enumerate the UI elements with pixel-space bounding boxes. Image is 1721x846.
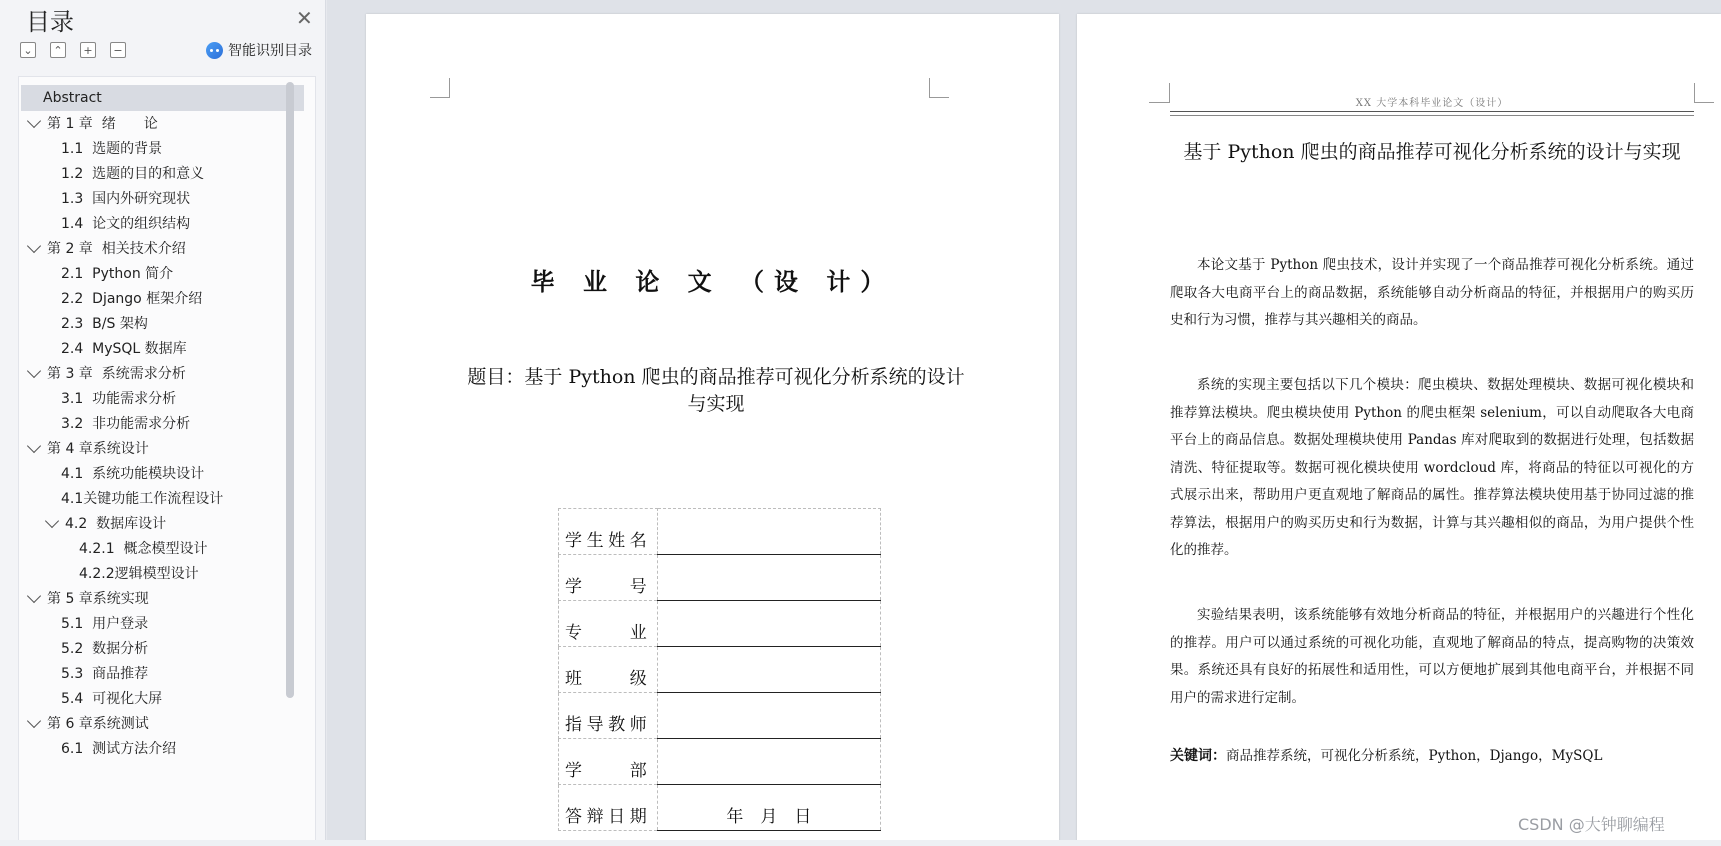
info-value[interactable] xyxy=(657,509,880,555)
toc-list xyxy=(18,76,316,846)
toc-item-label: 4.2 数据库设计 xyxy=(65,516,167,532)
toc-item-label: 第 2 章 相关技术介绍 xyxy=(47,241,186,257)
info-value[interactable]: 年 月 日 xyxy=(657,785,880,831)
toc-item-label: 第 4 章系统设计 xyxy=(47,441,149,457)
watermark: CSDN @大钟聊编程 xyxy=(1518,815,1665,834)
abstract-title: 基于 Python 爬虫的商品推荐可视化分析系统的设计与实现 xyxy=(1183,141,1681,163)
toc-item-label: 第 3 章 系统需求分析 xyxy=(47,366,186,382)
ai-toc-label: 智能识别目录 xyxy=(228,43,312,59)
info-label: 学部 xyxy=(559,739,658,785)
info-label: 专业 xyxy=(559,601,658,647)
toc-item[interactable] xyxy=(21,610,304,636)
plus-icon[interactable]: + xyxy=(80,42,96,58)
toc-item[interactable] xyxy=(21,385,304,411)
info-label: 学号 xyxy=(559,555,658,601)
toc-item[interactable] xyxy=(21,285,304,311)
toc-item[interactable] xyxy=(21,235,304,261)
toc-item-label: 1.2 选题的目的和意义 xyxy=(61,166,205,182)
chevron-down-icon[interactable] xyxy=(27,438,41,452)
toc-item-label: 2.2 Django 框架介绍 xyxy=(61,291,203,307)
info-row xyxy=(559,693,881,739)
collapse-up-icon[interactable]: ⌃ xyxy=(50,42,66,58)
info-row xyxy=(559,555,881,601)
toc-item[interactable] xyxy=(21,360,304,386)
toc-item-label: 5.3 商品推荐 xyxy=(61,666,149,682)
toc-item[interactable] xyxy=(21,585,304,611)
info-row xyxy=(559,601,881,647)
toc-item-label: 第 6 章系统测试 xyxy=(47,716,149,732)
toc-item-label: Abstract xyxy=(43,90,102,106)
crop-mark xyxy=(929,78,949,98)
abstract-paragraph-3: 实验结果表明，该系统能够有效地分析商品的特征，并根据用户的兴趣进行个性化的推荐。用户可以通过系统的可视化功能，直观地了解商品的特点，提高购物的决策效果。系统还具有良好的拓展性和适用性，可以方便地扩展到其他电商平台，并根据不同用户的需求进行定制。 xyxy=(1170,607,1694,706)
toc-scrollbar[interactable] xyxy=(286,82,294,698)
info-value[interactable] xyxy=(657,647,880,693)
toc-item[interactable] xyxy=(21,85,304,111)
toc-item-label: 5.2 数据分析 xyxy=(61,641,149,657)
chevron-down-icon[interactable] xyxy=(27,113,41,127)
crop-mark xyxy=(1149,83,1170,103)
toc-item[interactable] xyxy=(21,485,304,511)
document-area xyxy=(327,0,1721,846)
toc-item-label: 1.1 选题的背景 xyxy=(61,141,163,157)
toc-item-label: 3.1 功能需求分析 xyxy=(61,391,177,407)
toc-item[interactable] xyxy=(21,110,304,136)
info-row xyxy=(559,509,881,555)
toc-item-label: 3.2 非功能需求分析 xyxy=(61,416,191,432)
toc-item-label: 1.4 论文的组织结构 xyxy=(61,216,191,232)
chevron-down-icon[interactable] xyxy=(45,513,59,527)
info-value[interactable] xyxy=(657,555,880,601)
toc-item-label: 4.2.1 概念模型设计 xyxy=(79,541,208,557)
toc-item-label: 2.1 Python 简介 xyxy=(61,266,174,282)
toc-item-label: 5.1 用户登录 xyxy=(61,616,149,632)
toc-item[interactable] xyxy=(21,185,304,211)
toc-item-label: 4.1关键功能工作流程设计 xyxy=(61,491,224,507)
chevron-down-icon[interactable] xyxy=(27,713,41,727)
toc-item[interactable] xyxy=(21,160,304,186)
toc-item[interactable] xyxy=(21,310,304,336)
keywords-value: 商品推荐系统，可视化分析系统，Python，Django，MySQL xyxy=(1226,748,1603,764)
toc-item-label: 4.1 系统功能模块设计 xyxy=(61,466,205,482)
info-label: 指导教师 xyxy=(559,693,658,739)
toc-item-label: 6.1 测试方法介绍 xyxy=(61,741,177,757)
info-row xyxy=(559,785,881,831)
chevron-down-icon[interactable] xyxy=(27,588,41,602)
toc-item-label: 1.3 国内外研究现状 xyxy=(61,191,191,207)
crop-mark xyxy=(430,78,450,98)
toc-item-label: 5.4 可视化大屏 xyxy=(61,691,163,707)
close-icon[interactable]: ✕ xyxy=(296,6,313,30)
toc-item[interactable] xyxy=(21,660,304,686)
abstract-page xyxy=(1077,14,1721,846)
info-value[interactable] xyxy=(657,601,880,647)
toc-item-label: 2.4 MySQL 数据库 xyxy=(61,341,187,357)
header-rule xyxy=(1170,115,1694,116)
toc-item[interactable] xyxy=(21,135,304,161)
toc-item[interactable] xyxy=(21,435,304,461)
info-value[interactable] xyxy=(657,693,880,739)
ai-assistant-icon xyxy=(206,42,223,59)
toc-item[interactable] xyxy=(21,560,304,586)
toc-header xyxy=(0,0,326,72)
info-label: 学生姓名 xyxy=(559,509,658,555)
info-row xyxy=(559,739,881,785)
toc-item-label: 第 5 章系统实现 xyxy=(47,591,149,607)
status-bar xyxy=(0,840,1721,846)
toc-item-label: 4.2.2逻辑模型设计 xyxy=(79,566,199,582)
toc-item[interactable] xyxy=(21,635,304,661)
toc-item[interactable] xyxy=(21,735,304,761)
toc-title: 目录 xyxy=(26,8,74,36)
toc-item[interactable] xyxy=(21,685,304,711)
chevron-down-icon[interactable] xyxy=(27,363,41,377)
header-rule xyxy=(1170,111,1694,112)
toc-item[interactable] xyxy=(21,410,304,436)
crop-mark xyxy=(1694,83,1714,103)
chevron-down-icon[interactable] xyxy=(27,238,41,252)
toc-toolbar xyxy=(20,42,126,58)
toc-sidebar xyxy=(0,0,326,846)
toc-item[interactable] xyxy=(21,335,304,361)
cover-page xyxy=(366,14,1059,846)
info-value[interactable] xyxy=(657,739,880,785)
thesis-title: 毕 业 论 文 （设 计） xyxy=(530,267,895,296)
info-label: 班级 xyxy=(559,647,658,693)
thesis-subject: 题目：基于 Python 爬虫的商品推荐可视化分析系统的设计与实现 xyxy=(467,366,965,415)
toc-item[interactable] xyxy=(21,710,304,736)
toc-item[interactable] xyxy=(21,460,304,486)
abstract-paragraph-1: 本论文基于 Python 爬虫技术，设计并实现了一个商品推荐可视化分析系统。通过爬取各大电商平台上的商品数据，系统能够自动分析商品的特征，并根据用户的购买历史和行为习惯，推荐与其兴趣相关的商品。 xyxy=(1170,257,1694,328)
toc-item[interactable] xyxy=(21,510,304,536)
toc-item[interactable] xyxy=(21,260,304,286)
info-label: 答辩日期 xyxy=(559,785,658,831)
keywords xyxy=(1170,744,1694,765)
expand-down-icon[interactable]: ⌄ xyxy=(20,42,36,58)
minus-icon[interactable]: − xyxy=(110,42,126,58)
ai-toc-button[interactable] xyxy=(206,40,312,60)
toc-item-label: 第 1 章 绪 论 xyxy=(47,116,158,132)
info-row xyxy=(559,647,881,693)
toc-item-label: 2.3 B/S 架构 xyxy=(61,316,148,332)
student-info-table xyxy=(558,508,881,831)
keywords-label: 关键词： xyxy=(1170,748,1226,764)
abstract-paragraph-2: 系统的实现主要包括以下几个模块：爬虫模块、数据处理模块、数据可视化模块和推荐算法模块。爬虫模块使用 Python 的爬虫框架 selenium，可以自动爬取各大电商平台上的商品信息。数据处理模块使用 Pandas 库对爬取到的数据进行处理，包括数据清洗、特征提取等。数据可视化模块使用 wordcloud 库，将商品的特征以可视化的方式展示出来，帮助用户更直观地了解商品的属性。推荐算法模块使用基于协同过滤的推荐算法，根据用户的购买历史和行为数据，计算与其兴趣相似的商品，为用户提供个性化的推荐。 xyxy=(1170,377,1694,558)
toc-item[interactable] xyxy=(21,210,304,236)
toc-item[interactable] xyxy=(21,535,304,561)
running-header: XX 大学本科毕业论文（设计） xyxy=(1355,98,1509,109)
